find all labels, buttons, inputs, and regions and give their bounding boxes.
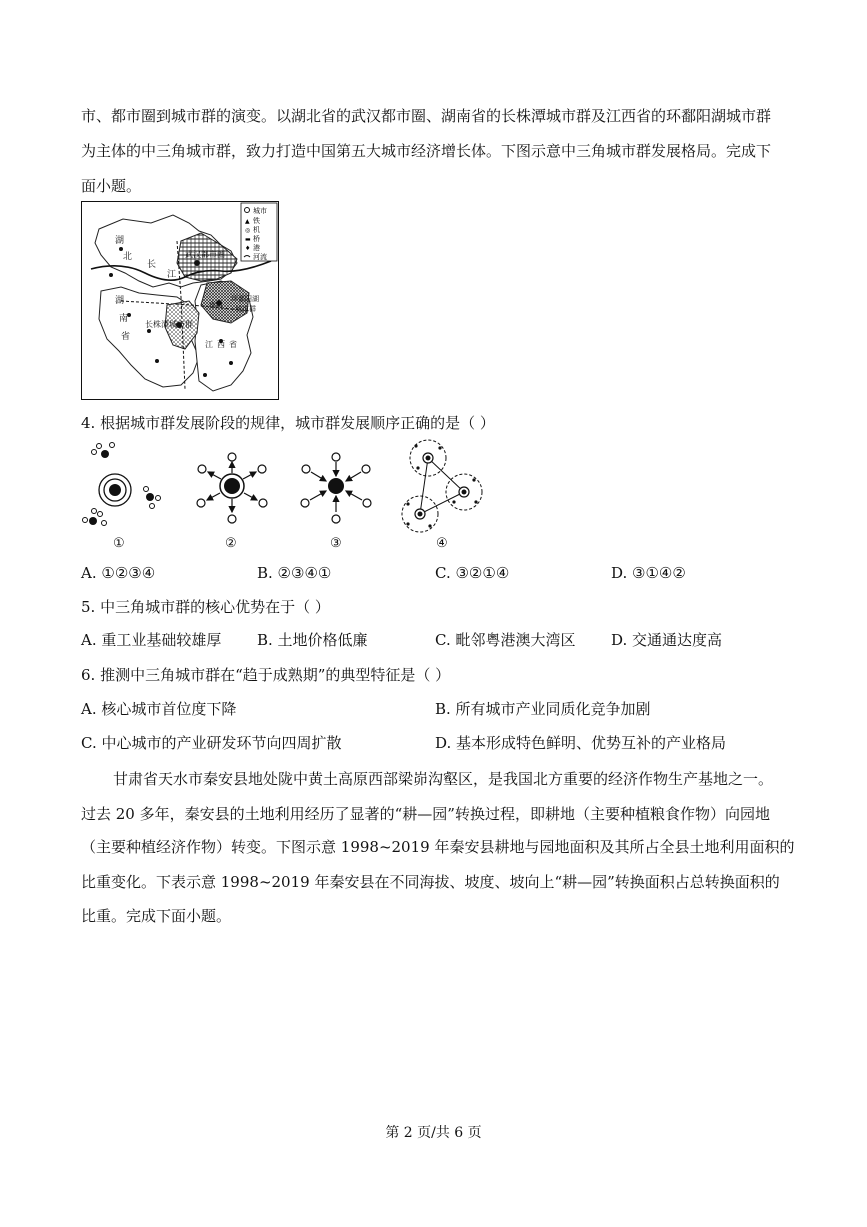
label-poyang-1: 环鄱阳湖 bbox=[231, 295, 259, 303]
label-jiangxi-2: 西 bbox=[217, 340, 225, 349]
q6-option-b[interactable]: B. 所有城市产业同质化竞争加剧 bbox=[435, 700, 651, 718]
diagram-label-4: ④ bbox=[436, 536, 448, 551]
stage-diagram-3 bbox=[294, 452, 380, 532]
q4-option-d[interactable]: D. ③①④② bbox=[611, 564, 686, 582]
q4-option-a[interactable]: A. ①②③④ bbox=[81, 564, 156, 582]
stage-diagram-1 bbox=[78, 440, 170, 530]
legend-bridge: 桥 bbox=[253, 235, 260, 243]
svg-text:▲: ▲ bbox=[245, 218, 250, 225]
legend-city: 城市 bbox=[253, 207, 267, 215]
label-jiangxi-3: 省 bbox=[229, 340, 237, 349]
passage2-line-5: 比重。完成下面小题。 bbox=[81, 907, 232, 925]
svg-text:♦: ♦ bbox=[245, 245, 251, 252]
passage2-line-1: 甘肃省天水市秦安县地处陇中黄土高原西部梁峁沟壑区，是我国北方重要的经济作物生产基地之一。 bbox=[113, 770, 774, 788]
q5-stem: 5. 中三角城市群的核心优势在于（ ） bbox=[81, 598, 330, 616]
label-changzhutan: 长株潭城市群 bbox=[145, 320, 193, 329]
q6-stem: 6. 推测中三角城市群在“趋于成熟期”的典型特征是（ ） bbox=[81, 666, 451, 684]
q5-option-b[interactable]: B. 土地价格低廉 bbox=[257, 631, 368, 649]
intro-line-1: 市、都市圈到城市群的演变。以湖北省的武汉都市圈、湖南省的长株潭城市群及江西省的环鄱阳湖城市群 bbox=[81, 107, 772, 125]
svg-text:▬: ▬ bbox=[245, 236, 251, 243]
legend-river: 河流 bbox=[253, 253, 267, 261]
legend-port: 港 bbox=[253, 244, 260, 252]
label-wuhan: 武汉都市圈 bbox=[185, 250, 225, 259]
label-jiangxi-1: 江 bbox=[205, 340, 213, 349]
stage-diagram-4 bbox=[398, 438, 490, 534]
label-nanchang: 南昌 bbox=[209, 301, 223, 309]
passage2-line-3: （主要种植经济作物）转变。下图示意 1998~2019 年秦安县耕地与园地面积及其所占全县土地利用面积的 bbox=[81, 838, 795, 856]
q5-option-c[interactable]: C. 毗邻粤港澳大湾区 bbox=[435, 631, 576, 649]
map-legend bbox=[241, 203, 277, 261]
passage2-line-4: 比重变化。下表示意 1998~2019 年秦安县在不同海拔、坡度、坡向上“耕—园”转换面积占总转换面积的 bbox=[81, 873, 780, 891]
q4-option-c[interactable]: C. ③②①④ bbox=[435, 564, 510, 582]
label-hunan-1: 湖 bbox=[115, 296, 125, 306]
q5-option-d[interactable]: D. 交通通达度高 bbox=[611, 631, 723, 649]
diagram-label-2: ② bbox=[225, 536, 237, 551]
diagram-label-3: ③ bbox=[330, 536, 342, 551]
stage-diagram-2 bbox=[190, 452, 276, 532]
svg-text:◎: ◎ bbox=[245, 227, 251, 234]
legend-rail: 铁 bbox=[253, 217, 260, 225]
q4-stem: 4. 根据城市群发展阶段的规律，城市群发展顺序正确的是（ ） bbox=[81, 414, 495, 432]
label-hubei-1: 湖 bbox=[115, 236, 125, 246]
intro-line-3: 面小题。 bbox=[81, 177, 142, 195]
q5-option-a[interactable]: A. 重工业基础较雄厚 bbox=[81, 631, 222, 649]
q4-option-b[interactable]: B. ②③④① bbox=[257, 564, 332, 582]
label-jiang-1: 长 bbox=[147, 260, 157, 270]
label-jiang-2: 江 bbox=[167, 270, 177, 280]
label-hunan-3: 省 bbox=[121, 332, 131, 342]
passage2-line-2: 过去 20 多年，秦安县的土地利用经历了显著的“耕—园”转换过程，即耕地（主要种植粮食作物）向园地 bbox=[81, 805, 770, 823]
central-triangle-map bbox=[81, 201, 279, 400]
intro-line-2: 为主体的中三角城市群，致力打造中国第五大城市经济增长体。下图示意中三角城市群发展格局。完成下 bbox=[81, 142, 772, 160]
label-hubei-2: 北 bbox=[123, 252, 133, 262]
q6-option-a[interactable]: A. 核心城市首位度下降 bbox=[81, 700, 237, 718]
label-poyang-2: 城市群 bbox=[235, 305, 256, 313]
legend-airport: 机 bbox=[253, 226, 260, 234]
q6-option-d[interactable]: D. 基本形成特色鲜明、优势互补的产业格局 bbox=[435, 734, 727, 752]
q6-option-c[interactable]: C. 中心城市的产业研发环节向四周扩散 bbox=[81, 734, 342, 752]
label-hunan-2: 南 bbox=[119, 314, 129, 324]
diagram-label-1: ① bbox=[113, 536, 125, 551]
page-footer: 第 2 页/共 6 页 bbox=[385, 1125, 482, 1141]
